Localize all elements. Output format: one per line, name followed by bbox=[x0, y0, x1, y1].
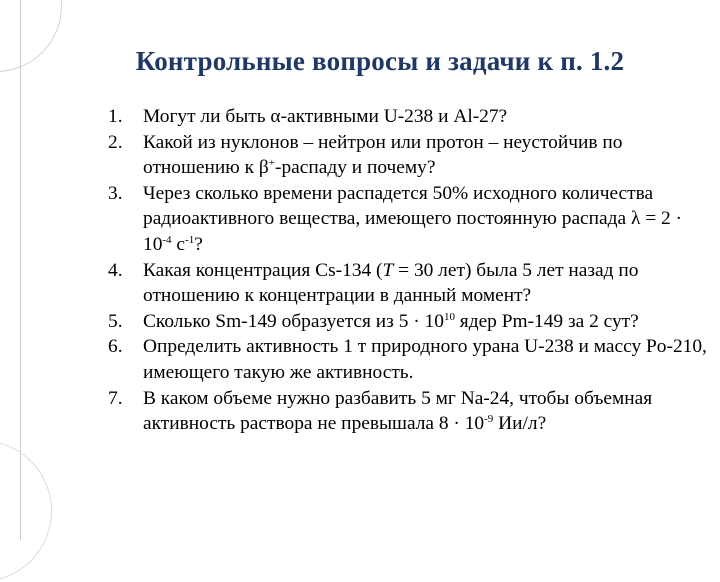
question-number: 4. bbox=[108, 259, 123, 281]
question-text: Какой из нуклонов – нейтрон или протон – неустойчив по отношению к β+-распаду и почему? bbox=[143, 131, 623, 179]
question-number: 5. bbox=[108, 310, 123, 332]
question-text: Могут ли быть α-активными U-238 и Al-27? bbox=[143, 106, 508, 127]
beta-symbol: β bbox=[258, 157, 269, 179]
alpha-symbol: α bbox=[270, 106, 281, 127]
half-life-symbol: T bbox=[382, 259, 394, 281]
question-number: 7. bbox=[108, 387, 123, 409]
decorative-ring-top bbox=[0, 0, 62, 72]
question-item bbox=[108, 309, 708, 335]
question-item bbox=[108, 258, 708, 309]
question-number: 6. bbox=[108, 336, 123, 358]
question-text: Сколько Sm-149 образуется из $5 \cdot 10^{10}$ ядер Pm-149 за 2 сут? bbox=[143, 310, 639, 332]
question-item bbox=[108, 334, 708, 385]
question-text: Какая концентрация Cs-134 (T = 30 лет) была 5 лет назад по отношению к концентрации в данный момент? bbox=[143, 259, 639, 307]
question-item bbox=[108, 181, 708, 258]
decorative-ring-bottom bbox=[0, 440, 52, 582]
question-text: Через сколько времени распадется 50% исходного количества радиоактивного вещества, имеющего постоянную распада $\lambda = 2 \cdot 10^{-4}$ $с^{-1}$? bbox=[143, 182, 683, 255]
question-item bbox=[108, 104, 708, 130]
question-number: 2. bbox=[108, 131, 123, 153]
question-list bbox=[108, 104, 708, 437]
question-text: Определить активность 1 т природного урана U-238 и массу Po-210, имеющего такую же активность. bbox=[143, 336, 707, 383]
slide-title: Контрольные вопросы и задачи к п. 1.2 bbox=[135, 46, 625, 76]
question-item bbox=[108, 130, 708, 181]
question-number: 1. bbox=[108, 106, 123, 127]
lambda-symbol: λ bbox=[630, 208, 641, 230]
question-number: 3. bbox=[108, 182, 123, 204]
question-text: В каком объеме нужно разбавить 5 мг Na-24, чтобы объемная активность раствора не превышала $8 \cdot 10^{-9}$ Ии/л? bbox=[143, 387, 653, 435]
question-item bbox=[108, 386, 708, 437]
